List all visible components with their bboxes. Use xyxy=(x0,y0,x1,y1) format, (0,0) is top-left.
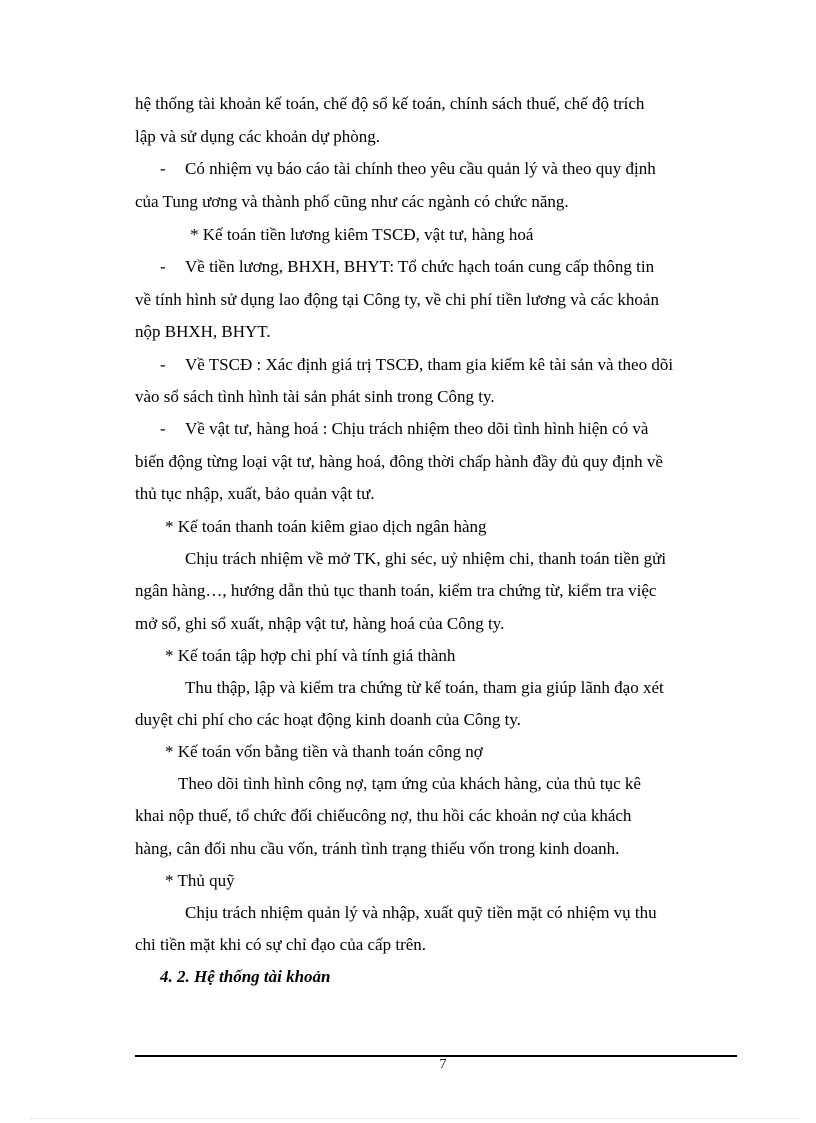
section-heading: * Kế toán tập hợp chi phí và tính giá thành xyxy=(165,646,456,665)
text-line: lập và sử dụng các khoản dự phòng. xyxy=(135,127,381,146)
bullet-dash: - xyxy=(160,355,166,374)
text-line: thủ tục nhập, xuất, bảo quản vật tư. xyxy=(135,484,375,503)
section-heading: * Kế toán thanh toán kiêm giao dịch ngân hàng xyxy=(165,517,487,536)
text-line: hàng, cân đối nhu cầu vốn, tránh tình trạng thiếu vốn trong kinh doanh. xyxy=(135,839,620,858)
text-line: vào sổ sách tình hình tài sản phát sinh trong Công ty. xyxy=(135,387,495,406)
bullet-dash: - xyxy=(160,419,166,438)
section-heading: * Kế toán tiền lương kiêm TSCĐ, vật tư, hàng hoá xyxy=(190,225,534,244)
page-edge-divider xyxy=(30,1118,800,1119)
paragraph-first-line: Chịu trách nhiệm quản lý và nhập, xuất quỹ tiền mặt có nhiệm vụ thu xyxy=(185,903,657,922)
bullet-dash: - xyxy=(160,257,166,276)
text-line: nộp BHXH, BHYT. xyxy=(135,322,271,341)
bullet-dash: - xyxy=(160,159,166,178)
section-heading: * Kế toán vốn bằng tiền và thanh toán công nợ xyxy=(165,742,483,761)
text-line: khai nộp thuế, tổ chức đối chiếucông nợ, thu hồi các khoản nợ của khách xyxy=(135,806,632,825)
bullet-line: - Về vật tư, hàng hoá : Chịu trách nhiệm theo dõi tình hình hiện có và xyxy=(160,419,649,438)
text-line: mở sổ, ghi sổ xuất, nhập vật tư, hàng hoá của Công ty. xyxy=(135,614,505,633)
bullet-line: - Về TSCĐ : Xác định giá trị TSCĐ, tham gia kiểm kê tài sản và theo dõi xyxy=(160,355,674,374)
text-line: duyệt chi phí cho các hoạt động kinh doanh của Công ty. xyxy=(135,710,522,729)
text-line: hệ thống tài khoản kế toán, chế độ sổ kế toán, chính sách thuế, chế độ trích xyxy=(135,94,645,113)
section-heading: * Thủ quỹ xyxy=(165,871,235,890)
subsection-title: 4. 2. Hệ thống tài khoản xyxy=(160,967,331,986)
text-line: ngân hàng…, hướng dẫn thủ tục thanh toán, kiểm tra chứng từ, kiểm tra việc xyxy=(135,581,657,600)
text-line: về tính hình sử dụng lao động tại Công ty, về chi phí tiền lương và các khoản xyxy=(135,290,659,309)
paragraph-first-line: Theo dõi tình hình công nợ, tạm ứng của khách hàng, của thủ tục kê xyxy=(178,774,641,793)
text-line: của Tung ương và thành phố cũng như các ngành có chức năng. xyxy=(135,192,569,211)
bullet-line: - Có nhiệm vụ báo cáo tài chính theo yêu cầu quản lý và theo quy định xyxy=(160,159,656,178)
text-line: biến động từng loại vật tư, hàng hoá, đông thời chấp hành đầy đủ quy định về xyxy=(135,452,663,471)
page-number: 7 xyxy=(439,1057,447,1072)
paragraph-first-line: Thu thập, lập và kiểm tra chứng từ kế toán, tham gia giúp lãnh đạo xét xyxy=(185,678,664,697)
paragraph-first-line: Chịu trách nhiệm về mở TK, ghi séc, uỷ nhiệm chi, thanh toán tiền gửi xyxy=(185,549,667,568)
text-line: chi tiền mặt khi có sự chỉ đạo của cấp trên. xyxy=(135,935,427,954)
bullet-line: - Về tiền lương, BHXH, BHYT: Tổ chức hạch toán cung cấp thông tin xyxy=(160,257,655,276)
